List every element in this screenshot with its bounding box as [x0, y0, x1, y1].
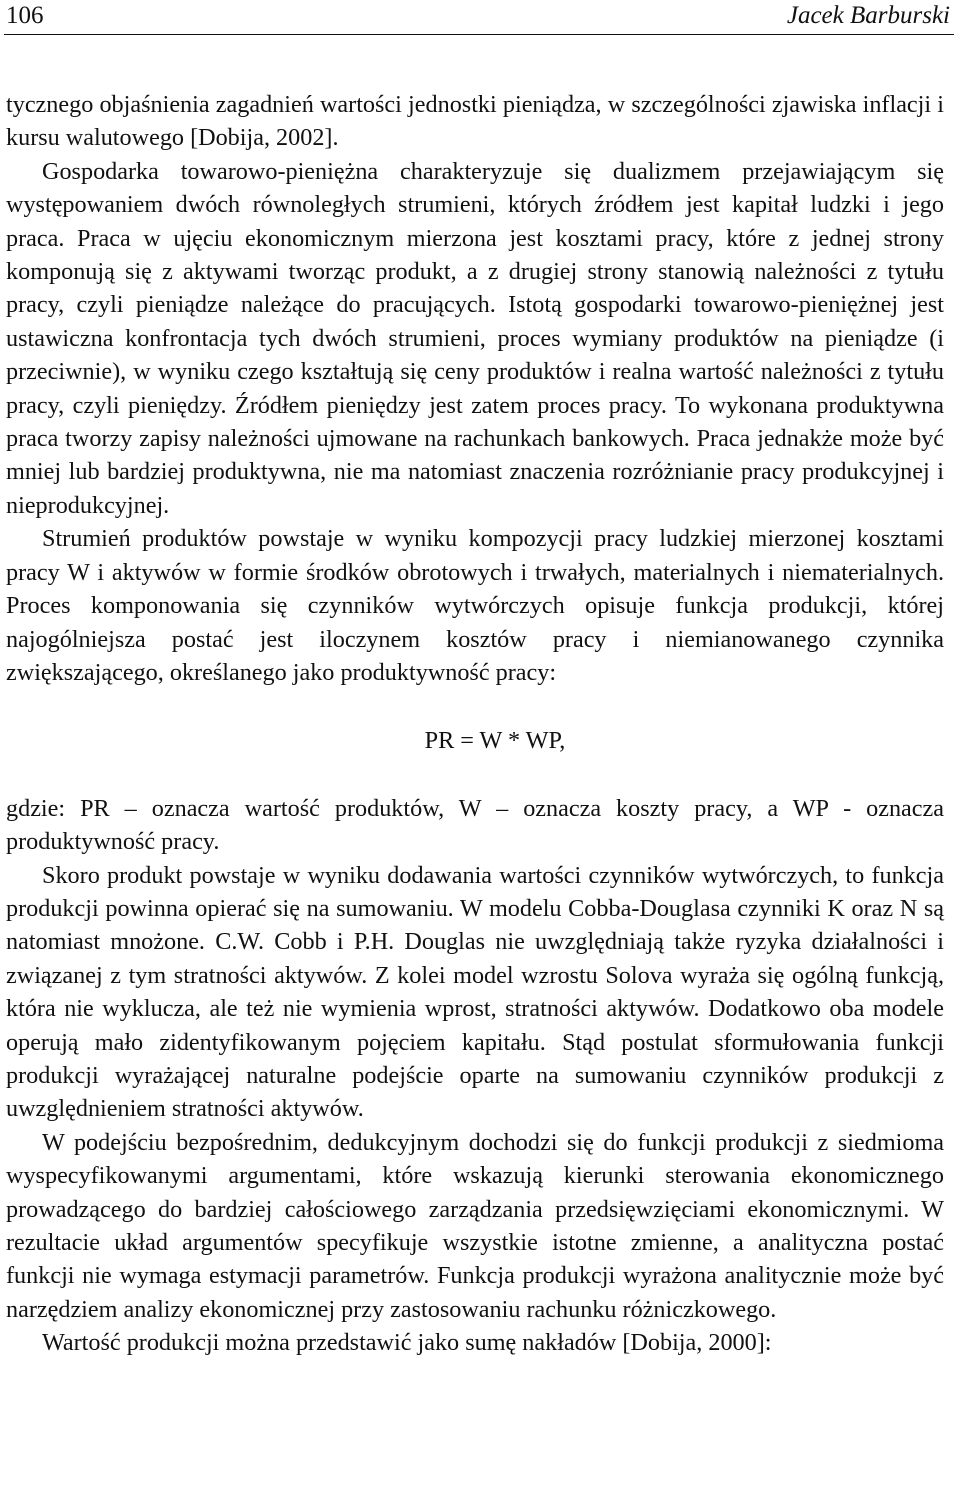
- body-text: [6, 88, 944, 1360]
- formula: PR = W * WP,: [424, 727, 566, 755]
- page-header: [4, 0, 954, 35]
- running-head-author: Jacek Barburski: [786, 2, 950, 29]
- paragraph: Skoro produkt powstaje w wyniku dodawania wartości czynników wytwórczych, to funkcja produkcji powinna opierać się na sumowaniu. W modelu Cobba-Douglasa czynniki K oraz N są natomiast mnożone. C.W. Cobb i P.H. Douglas nie uwzględniają także ryzyka działalności i związanej z tym stratności aktywów. Z kolei model wzrostu Solova wyraża się ogólną funkcją, która nie wyklucza, ale też nie wymienia wprost, stratności aktywów. Dodatkowo oba modele operują mało zidentyfikowanym pojęciem kapitału. Stąd postulat sformułowania funkcji produkcji wyrażającej naturalne podejście oparte na sumowaniu czynników produkcji z uwzględnieniem stratności aktywów.: [6, 861, 944, 1123]
- paragraph: W podejściu bezpośrednim, dedukcyjnym dochodzi się do funkcji produkcji z siedmioma wyspecyfikowanymi argumentami, które wskazują kierunki sterowania ekonomicznego prowadzącego do bardziej całościowego zarządzania przedsięwzięciami ekonomicznymi. W rezultacie układ argumentów specyfikuje wszystkie istotne zmienne, a analityczna postać funkcji nie wymaga estymacji parametrów. Funkcja produkcji wyrażona analitycznie może być narzędziem analizy ekonomicznej przy zastosowaniu rachunku różniczkowego.: [6, 1128, 944, 1323]
- paragraph: Wartość produkcji można przedstawić jako sumę nakładów [Dobija, 2000]:: [42, 1329, 772, 1357]
- page-number: 106: [6, 2, 44, 29]
- paragraph: Gospodarka towarowo-pieniężna charakteryzuje się dualizmem przejawiającym się występowaniem dwóch równoległych strumieni, których źródłem jest kapitał ludzki i jego praca. Praca w ujęciu ekonomicznym mierzona jest kosztami pracy, które z jednej strony komponują się z aktywami tworząc produkt, a z drugiej strony stanowią należności z tytułu pracy, czyli pieniądze należące do pracujących. Istotą gospodarki towarowo-pieniężnej jest ustawiczna konfrontacja tych dwóch strumieni, proces wymiany produktów na pieniądze (i przeciwnie), w wyniku czego kształtują się ceny produktów i realna wartość należności z tytułu pracy, czyli pieniędzy. Źródłem pieniędzy jest zatem proces pracy. To wykonana produktywna praca tworzy zapisy należności ujmowane na rachunkach bankowych. Praca jednakże może być mniej lub bardziej produktywna, nie ma natomiast znaczenia rozróżnianie pracy produkcyjnej i nieprodukcyjnej.: [6, 157, 944, 519]
- paragraph: Strumień produktów powstaje w wyniku kompozycji pracy ludzkiej mierzonej kosztami pracy W i aktywów w formie środków obrotowych i trwałych, materialnych i niematerialnych. Proces komponowania się czynników wytwórczych opisuje funkcja produkcji, której najogólniejsza postać jest iloczynem kosztów pracy i niemianowanego czynnika zwiększającego, określanego jako produktywność pracy:: [6, 525, 944, 686]
- paragraph: gdzie: PR – oznacza wartość produktów, W – oznacza koszty pracy, a WP - oznacza produktywność pracy.: [6, 794, 944, 856]
- paragraph: tycznego objaśnienia zagadnień wartości jednostki pieniądza, w szczególności zjawiska inflacji i kursu walutowego [Dobija, 2002].: [6, 91, 944, 152]
